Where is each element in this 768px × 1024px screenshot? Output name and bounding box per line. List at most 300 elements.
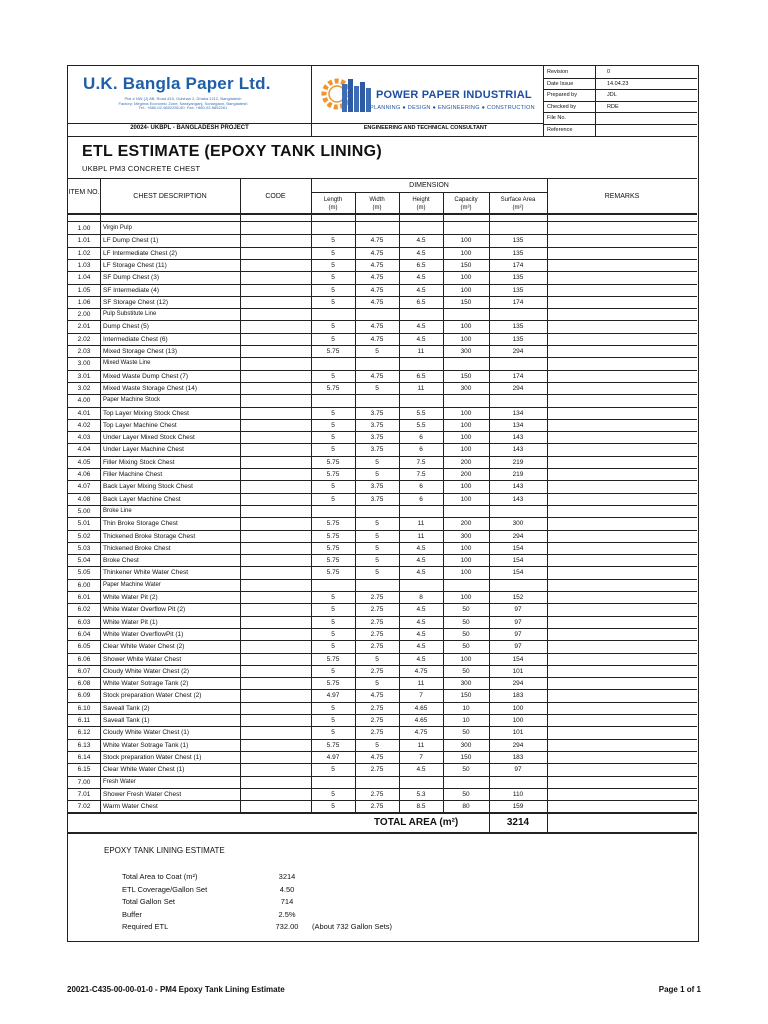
height-unit: (m) [416, 205, 426, 211]
cell-l: 5 [331, 335, 335, 343]
desc-header: CHEST DESCRIPTION [133, 193, 207, 200]
cell-desc: Top Layer Mixing Stock Chest [103, 409, 189, 417]
consultant-logo [320, 74, 536, 122]
cell-sa: 294 [512, 680, 524, 688]
cell-cap: 50 [462, 618, 470, 626]
cell-w: 2.75 [370, 667, 384, 675]
cell-l: 5 [331, 790, 335, 798]
cell-l: 5.75 [326, 384, 340, 392]
cell-w: 3.75 [370, 434, 384, 442]
table-row [68, 665, 697, 677]
cell-no: 4.07 [77, 483, 91, 491]
table-row [68, 677, 697, 689]
cell-l: 5 [331, 249, 335, 257]
meta-label: Checked by [547, 103, 577, 110]
cell-cap: 150 [460, 372, 472, 380]
cell-sa: 135 [512, 274, 524, 282]
cell-no: 4.03 [77, 434, 91, 442]
cell-h: 8.5 [416, 803, 426, 811]
cell-no: 2.02 [77, 335, 91, 343]
cell-no: 4.00 [77, 397, 91, 405]
cell-h: 6 [419, 495, 423, 503]
surface-label: Surface Area [500, 197, 536, 203]
cell-cap: 300 [460, 741, 472, 749]
section-row [68, 579, 697, 591]
cell-no: 6.11 [77, 717, 91, 724]
cell-sa: 135 [512, 323, 524, 331]
cell-desc: Stock preparation Water Chest (1) [103, 753, 202, 761]
section-row [68, 505, 697, 517]
cell-no: 1.03 [77, 261, 91, 269]
cell-desc: Pulp Substitute Line [103, 311, 157, 318]
cell-l: 5 [331, 434, 335, 442]
height-header [399, 196, 443, 212]
cell-desc: Back Layer Mixing Stock Chest [103, 483, 193, 491]
table-row [68, 800, 697, 812]
cell-cap: 200 [460, 471, 472, 478]
cell-h: 7.5 [416, 458, 426, 466]
cell-l: 5 [331, 594, 335, 601]
cell-w: 5 [375, 471, 379, 478]
cell-cap: 100 [460, 237, 472, 245]
cell-no: 1.01 [77, 237, 91, 245]
cell-no: 6.06 [77, 655, 91, 663]
cell-cap: 50 [462, 790, 470, 798]
meta-value: RDE [607, 103, 619, 110]
table-row [68, 333, 697, 345]
cell-desc: White Water Pit (2) [103, 594, 158, 601]
cell-desc: Mixed Waste Storage Chest (14) [103, 384, 198, 392]
table-row [68, 616, 697, 628]
cell-desc: Under Layer Mixed Stock Chest [103, 434, 195, 442]
cell-h: 4.5 [416, 286, 426, 294]
section-row [68, 776, 697, 788]
cell-l: 5.75 [326, 655, 340, 663]
table-row [68, 247, 697, 259]
cell-cap: 50 [462, 667, 470, 675]
cell-cap: 150 [460, 261, 472, 269]
cell-no: 6.14 [77, 753, 91, 761]
cell-desc: Broke Chest [103, 557, 139, 565]
cell-h: 7.5 [416, 471, 426, 478]
footer-doc-id: 20021-C435-00-00-01-0 - PM4 Epoxy Tank Lining Estimate [67, 985, 285, 994]
cell-h: 6.5 [416, 372, 426, 380]
cell-w: 4.75 [370, 335, 384, 343]
cell-sa: 97 [514, 766, 522, 774]
cell-cap: 100 [460, 557, 472, 565]
cell-no: 1.05 [77, 286, 91, 294]
cell-h: 4.5 [416, 544, 426, 552]
table-row [68, 382, 697, 394]
length-header [311, 196, 355, 212]
cell-w: 4.75 [370, 298, 384, 306]
cell-h: 11 [417, 680, 425, 688]
table-row [68, 739, 697, 751]
table-row [68, 320, 697, 332]
cell-desc: White Water Pit (1) [103, 618, 158, 626]
cell-h: 4.5 [416, 766, 426, 774]
capacity-header [443, 196, 489, 212]
cell-desc: SF Intermediate (4) [103, 286, 159, 294]
total-area-label: TOTAL AREA (m²) [374, 817, 459, 829]
meta-value: JDL [607, 92, 617, 99]
address-line: Factory: Meghna Economic Zone, Narayanganj, Sonargaon, Bangladesh [118, 100, 248, 106]
company-address [93, 97, 273, 111]
cell-cap: 50 [462, 643, 470, 651]
consultant-caption: ENGINEERING AND TECHNICAL CONSULTANT [363, 125, 488, 131]
meta-label: Date Issue [547, 80, 574, 87]
cell-l: 5 [331, 323, 335, 331]
cell-sa: 294 [512, 532, 524, 540]
cell-cap: 100 [460, 495, 472, 503]
table-row [68, 345, 697, 357]
cell-cap: 100 [460, 594, 472, 601]
cell-l: 5.75 [326, 741, 340, 749]
cell-h: 11 [417, 384, 425, 392]
consultant-name: POWER PAPER INDUSTRIAL [376, 89, 532, 101]
estimate-value: 2.5% [278, 909, 296, 919]
cell-sa: 300 [512, 520, 524, 528]
cell-w: 2.75 [370, 717, 384, 724]
cell-l: 5.75 [326, 544, 340, 552]
estimate-row [122, 872, 422, 884]
dimension-header: DIMENSION [409, 182, 449, 189]
cell-w: 4.75 [370, 249, 384, 257]
cell-desc: Top Layer Machine Chest [103, 421, 177, 429]
cell-sa: 154 [512, 557, 524, 565]
cell-cap: 100 [460, 446, 472, 454]
cell-cap: 300 [460, 384, 472, 392]
cell-no: 5.03 [77, 544, 91, 552]
cell-w: 5 [375, 741, 379, 749]
table-row [68, 542, 697, 554]
table-row [68, 640, 697, 652]
cell-h: 4.75 [414, 729, 428, 737]
cell-no: 3.00 [77, 360, 91, 368]
table-row [68, 407, 697, 419]
cell-w: 3.75 [370, 495, 384, 503]
cell-h: 4.75 [414, 667, 428, 675]
cell-h: 4.5 [416, 606, 426, 614]
page-subtitle: UKBPL PM3 CONCRETE CHEST [82, 164, 201, 173]
capacity-unit: (m³) [460, 205, 472, 211]
cell-sa: 135 [512, 237, 524, 245]
cell-l: 5 [331, 630, 335, 638]
cell-sa: 294 [512, 348, 524, 355]
cell-sa: 154 [512, 544, 524, 552]
cell-sa: 143 [512, 434, 524, 442]
cell-cap: 300 [460, 348, 472, 355]
cell-cap: 10 [462, 717, 470, 724]
cell-desc: Mixed Waste Dump Chest (7) [103, 372, 189, 380]
cell-cap: 150 [460, 753, 472, 761]
cell-no: 2.01 [77, 323, 91, 331]
cell-desc: Clear White Water Chest (2) [103, 643, 185, 651]
item-no-header: ITEM NO. [68, 189, 100, 196]
meta-row [543, 89, 697, 101]
cell-sa: 100 [512, 704, 524, 712]
estimate-note: (About 732 Gallon Sets) [312, 922, 393, 932]
cell-desc: Under Layer Machine Chest [103, 446, 184, 454]
cell-desc: Back Layer Machine Chest [103, 495, 181, 503]
cell-h: 8 [419, 594, 423, 601]
cell-desc: Clear White Water Chest (1) [103, 766, 185, 774]
cell-desc: Paper Machine Water [103, 581, 161, 588]
cell-cap: 50 [462, 729, 470, 737]
cell-l: 5 [331, 606, 335, 614]
cell-no: 6.12 [77, 729, 91, 737]
cell-h: 4.5 [416, 569, 426, 577]
meta-value: 0 [607, 69, 611, 75]
cell-sa: 135 [512, 249, 524, 257]
cell-no: 6.00 [77, 581, 91, 589]
cell-desc: White Water Sotrage Tank (2) [103, 680, 189, 688]
cell-h: 4.5 [416, 335, 426, 343]
cell-sa: 174 [512, 261, 524, 269]
total-area-value: 3214 [506, 817, 530, 829]
cell-desc: LF Storage Chest (11) [103, 261, 167, 269]
cell-w: 5 [375, 532, 379, 540]
capacity-label: Capacity [454, 197, 478, 203]
cell-sa: 154 [512, 569, 524, 577]
cell-sa: 152 [512, 594, 524, 601]
cell-no: 1.02 [77, 249, 91, 257]
cell-h: 4.5 [416, 323, 426, 331]
cell-w: 2.75 [370, 594, 384, 601]
cell-desc: LF Dump Chest (1) [103, 237, 159, 245]
table-row [68, 271, 697, 283]
cell-no: 4.05 [77, 458, 91, 466]
cell-w: 3.75 [370, 446, 384, 454]
cell-l: 5.75 [326, 471, 340, 478]
address-line: Tel.: +880-02-9852255-60, Fax: +880-02-9852261 [138, 105, 228, 111]
cell-desc: Shower White Water Chest [103, 655, 182, 663]
estimate-label: Total Gallon Set [122, 897, 175, 907]
cell-h: 4.65 [414, 717, 428, 724]
cell-w: 4.75 [370, 372, 384, 380]
cell-cap: 100 [460, 249, 472, 257]
cell-l: 5 [331, 643, 335, 651]
surface-header [489, 196, 547, 212]
table-row [68, 603, 697, 615]
consultant-tagline: PLANNING ● DESIGN ● ENGINEERING ● CONSTRUCTION [370, 105, 535, 111]
cell-desc: Cloudy White Water Chest (2) [103, 667, 190, 675]
cell-h: 11 [417, 532, 425, 540]
cell-desc: Warm Water Chest [103, 803, 158, 811]
table-row [68, 517, 697, 529]
cell-desc: Thickened Broke Chest [103, 544, 171, 552]
cell-desc: SF Dump Chest (3) [103, 274, 159, 282]
cell-l: 4.97 [326, 692, 340, 700]
cell-w: 5 [375, 680, 379, 688]
table-row [68, 726, 697, 738]
estimate-title: EPOXY TANK LINING ESTIMATE [104, 846, 225, 856]
cell-l: 5 [331, 495, 335, 503]
table-row [68, 530, 697, 542]
estimate-value: 4.50 [279, 884, 295, 894]
length-label: Length [323, 197, 343, 203]
cell-sa: 97 [514, 643, 522, 651]
cell-no: 6.02 [77, 606, 91, 614]
cell-sa: 110 [512, 790, 524, 798]
cell-w: 5 [375, 569, 379, 577]
cell-w: 2.75 [370, 643, 384, 651]
cell-desc: Thin Broke Storage Chest [103, 520, 178, 528]
cell-sa: 183 [512, 753, 524, 761]
estimate-row [122, 922, 422, 934]
cell-w: 5 [375, 544, 379, 552]
cell-no: 7.02 [77, 803, 91, 811]
table-row [68, 284, 697, 296]
cell-desc: Thickened Broke Storage Chest [103, 532, 196, 540]
table-row [68, 653, 697, 665]
table-row [68, 370, 697, 382]
cell-no: 6.13 [77, 741, 91, 749]
cell-desc: Paper Machine Stock [103, 397, 161, 404]
cell-l: 5.75 [326, 569, 340, 577]
estimate-label: Required ETL [122, 922, 169, 932]
cell-cap: 200 [460, 520, 472, 528]
meta-label: Revision [547, 69, 569, 75]
project-name: 20024- UKBPL - BANGLADESH PROJECT [130, 125, 249, 131]
cell-sa: 97 [514, 618, 522, 626]
width-label: Width [369, 197, 385, 203]
cell-w: 5 [375, 384, 379, 392]
cell-no: 4.04 [77, 446, 91, 454]
cell-no: 6.04 [77, 630, 91, 638]
table-row [68, 628, 697, 640]
estimate-label: Buffer [122, 909, 142, 919]
cell-w: 2.75 [370, 630, 384, 638]
cell-no: 5.01 [77, 520, 91, 528]
cell-l: 5.75 [326, 532, 340, 540]
cell-cap: 100 [460, 323, 472, 331]
cell-l: 5 [331, 261, 335, 269]
remarks-header: REMARKS [604, 193, 640, 200]
cell-h: 5.5 [416, 421, 426, 429]
cell-h: 4.5 [416, 630, 426, 638]
cell-sa: 143 [512, 495, 524, 503]
estimate-label: ETL Coverage/Gallon Set [122, 884, 208, 894]
cell-h: 4.5 [416, 643, 426, 651]
cell-sa: 174 [512, 298, 524, 306]
section-row [68, 357, 697, 369]
cell-w: 2.75 [370, 618, 384, 626]
cell-w: 4.75 [370, 692, 384, 700]
page-title: ETL ESTIMATE (EPOXY TANK LINING) [82, 143, 382, 160]
meta-row [543, 101, 697, 113]
cell-w: 4.75 [370, 274, 384, 282]
cell-desc: Saveall Tank (2) [103, 704, 150, 712]
cell-desc: SF Storage Chest (12) [103, 298, 169, 306]
table-row [68, 259, 697, 271]
cell-l: 5 [331, 446, 335, 454]
cell-desc: Intermediate Chest (6) [103, 335, 168, 343]
cell-l: 5 [331, 704, 335, 712]
meta-row [543, 78, 697, 90]
meta-row [543, 124, 697, 136]
cell-cap: 300 [460, 532, 472, 540]
cell-no: 6.01 [77, 594, 91, 601]
width-header [355, 196, 399, 212]
cell-w: 2.75 [370, 766, 384, 774]
surface-unit: (m²) [512, 205, 524, 211]
cell-cap: 100 [460, 335, 472, 343]
cell-h: 11 [417, 348, 425, 355]
cell-no: 4.02 [77, 421, 91, 429]
cell-no: 1.06 [77, 298, 91, 306]
table-row [68, 431, 697, 443]
cell-sa: 143 [512, 446, 524, 454]
cell-l: 5 [331, 729, 335, 737]
meta-row [543, 66, 697, 78]
cell-h: 6 [419, 434, 423, 442]
cell-sa: 154 [512, 655, 524, 663]
cell-w: 2.75 [370, 704, 384, 712]
cell-w: 4.75 [370, 237, 384, 245]
cell-desc: Cloudy White Water Chest (1) [103, 729, 190, 737]
meta-value: 14.04.23 [607, 80, 629, 87]
cell-l: 5 [331, 372, 335, 380]
cell-h: 4.5 [416, 237, 426, 245]
meta-label: File No. [547, 115, 566, 122]
cell-w: 3.75 [370, 483, 384, 491]
company-logo: U.K. Bangla Paper Ltd. [83, 74, 271, 93]
cell-sa: 101 [512, 667, 524, 675]
cell-w: 5 [375, 520, 379, 528]
cell-sa: 134 [512, 421, 524, 429]
cell-no: 1.04 [77, 274, 91, 282]
cell-sa: 97 [514, 606, 522, 614]
cell-desc: Mixed Storage Chest (13) [103, 348, 178, 355]
cell-w: 2.75 [370, 606, 384, 614]
cell-sa: 143 [512, 483, 524, 491]
cell-h: 5.3 [416, 790, 426, 798]
cell-l: 5 [331, 803, 335, 811]
cell-w: 3.75 [370, 421, 384, 429]
cell-no: 3.01 [77, 372, 91, 380]
cell-w: 4.75 [370, 286, 384, 294]
cell-sa: 135 [512, 286, 524, 294]
cell-no: 6.09 [77, 692, 91, 700]
table-row [68, 689, 697, 701]
cell-w: 5 [375, 348, 379, 355]
table-row [68, 751, 697, 763]
table-row [68, 763, 697, 775]
cell-w: 2.75 [370, 729, 384, 737]
cell-no: 6.05 [77, 643, 91, 651]
cell-l: 5 [331, 766, 335, 774]
cell-cap: 100 [460, 434, 472, 442]
cell-sa: 100 [512, 717, 524, 724]
cell-l: 5 [331, 618, 335, 626]
cell-h: 7 [419, 692, 423, 700]
cell-cap: 100 [460, 286, 472, 294]
cell-l: 4.97 [326, 753, 340, 761]
address-line: Plot # NW (J) 8B, Road #15, Gulshan 2, Dhaka 1212, Bangladesh [124, 96, 242, 101]
table-row [68, 702, 697, 714]
cell-h: 4.5 [416, 249, 426, 257]
cell-l: 5 [331, 421, 335, 429]
cell-l: 5 [331, 667, 335, 675]
cell-l: 5 [331, 237, 335, 245]
cell-h: 7 [419, 753, 423, 761]
cell-w: 5 [375, 458, 379, 466]
cell-h: 6 [419, 483, 423, 491]
cell-cap: 100 [460, 409, 472, 417]
cell-l: 5 [331, 717, 335, 724]
cell-no: 5.05 [77, 569, 91, 577]
